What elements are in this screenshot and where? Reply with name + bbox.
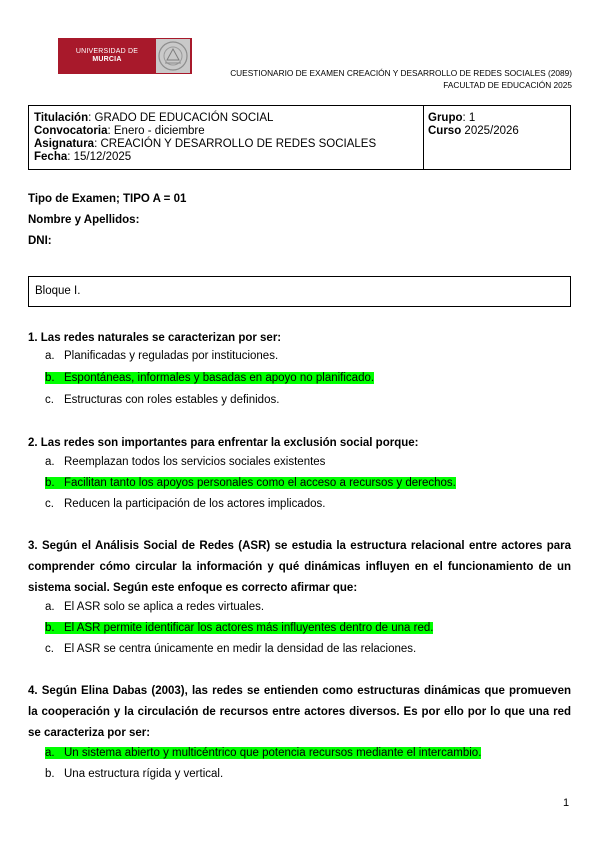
option-letter: b.	[45, 622, 64, 634]
question-2-title: 2. Las redes son importantes para enfrentar la exclusión social porque:	[28, 437, 419, 449]
convocatoria-row	[34, 125, 423, 138]
option-letter: c.	[45, 643, 54, 655]
logo-line-1: UNIVERSIDAD DE	[75, 48, 139, 55]
question-4-option-a	[45, 747, 481, 759]
curso-row	[428, 125, 570, 138]
grupo-row	[428, 112, 570, 125]
titulacion-row	[34, 112, 423, 125]
option-text: Facilitan tanto los apoyos personales como el acceso a recursos y derechos.	[64, 477, 456, 489]
question-1-option-b	[45, 372, 374, 384]
question-3-option-a	[45, 601, 264, 613]
logo-line-2: MURCIA	[92, 56, 122, 63]
exam-info-box	[28, 105, 571, 170]
option-letter: c.	[45, 498, 54, 510]
option-letter: a.	[45, 350, 55, 362]
option-letter: b.	[45, 477, 64, 489]
titulacion-value: : GRADO DE EDUCACIÓN SOCIAL	[88, 112, 274, 124]
convocatoria-value: : Enero - diciembre	[107, 125, 205, 137]
option-letter: b.	[45, 768, 55, 780]
page-number: 1	[563, 797, 570, 809]
fecha-label: Fecha	[34, 151, 68, 163]
option-letter: a.	[45, 456, 55, 468]
option-text: Planificadas y reguladas por instituciones.	[64, 350, 279, 362]
option-letter: b.	[45, 372, 64, 384]
info-left-cell	[29, 106, 424, 169]
question-1-option-c	[45, 394, 279, 406]
question-4-title: 4. Según Elina Dabas (2003), las redes se entienden como estructuras dinámicas que promueven la cooperación y la circulación de recursos entre actores diversos. Es por ello por lo que una red se caracteriza por ser:	[28, 685, 571, 739]
option-text: Una estructura rígida y vertical.	[64, 768, 224, 780]
curso-label: Curso	[428, 125, 462, 137]
question-2-option-c	[45, 498, 325, 510]
block-box: Bloque I.	[28, 276, 571, 307]
curso-value: 2025/2026	[461, 125, 519, 137]
asignatura-label: Asignatura	[34, 138, 95, 150]
university-logo	[58, 38, 192, 74]
option-text: Reducen la participación de los actores implicados.	[64, 498, 326, 510]
question-4-option-b	[45, 768, 223, 780]
question-2-option-b	[45, 477, 456, 489]
logo-text	[58, 48, 156, 64]
university-seal-icon	[156, 39, 190, 73]
exam-header-title: CUESTIONARIO DE EXAMEN CREACIÓN Y DESARROLLO DE REDES SOCIALES (2089)	[230, 68, 572, 78]
grupo-value: : 1	[462, 112, 476, 124]
faculty-header: FACULTAD DE EDUCACIÓN 2025	[443, 80, 572, 90]
option-text: El ASR solo se aplica a redes virtuales.	[64, 601, 265, 613]
convocatoria-label: Convocatoria	[34, 125, 108, 137]
grupo-label: Grupo	[428, 112, 463, 124]
option-text: Reemplazan todos los servicios sociales existentes	[64, 456, 326, 468]
option-letter: c.	[45, 394, 54, 406]
asignatura-value: : CREACIÓN Y DESARROLLO DE REDES SOCIALES	[94, 138, 377, 150]
info-right-cell	[424, 106, 570, 169]
option-text: Estructuras con roles estables y definidos.	[64, 394, 280, 406]
question-2-option-a	[45, 456, 325, 468]
asignatura-row	[34, 138, 423, 151]
question-1-title: 1. Las redes naturales se caracterizan por ser:	[28, 332, 282, 344]
titulacion-label: Titulación	[34, 112, 89, 124]
dni-field-label: DNI:	[28, 235, 52, 247]
question-3-option-b	[45, 622, 433, 634]
option-text: El ASR se centra únicamente en medir la densidad de las relaciones.	[64, 643, 417, 655]
exam-type-label: Tipo de Examen; TIPO A = 01	[28, 193, 187, 205]
question-1-option-a	[45, 350, 278, 362]
option-letter: a.	[45, 747, 64, 759]
option-text: Espontáneas, informales y basadas en apoyo no planificado.	[64, 372, 375, 384]
option-text: Un sistema abierto y multicéntrico que potencia recursos mediante el intercambio.	[64, 747, 482, 759]
question-3-option-c	[45, 643, 416, 655]
option-letter: a.	[45, 601, 55, 613]
fecha-value: : 15/12/2025	[67, 151, 132, 163]
fecha-row	[34, 151, 423, 164]
name-field-label: Nombre y Apellidos:	[28, 214, 140, 226]
option-text: El ASR permite identificar los actores más influyentes dentro de una red.	[64, 622, 434, 634]
question-3-title: 3. Según el Análisis Social de Redes (ASR) se estudia la estructura relacional entre actores para comprender cómo circular la información y qué dinámicas influyen en el funcionamiento de un sistema social. Según este enfoque es correcto afirmar que:	[28, 540, 571, 594]
